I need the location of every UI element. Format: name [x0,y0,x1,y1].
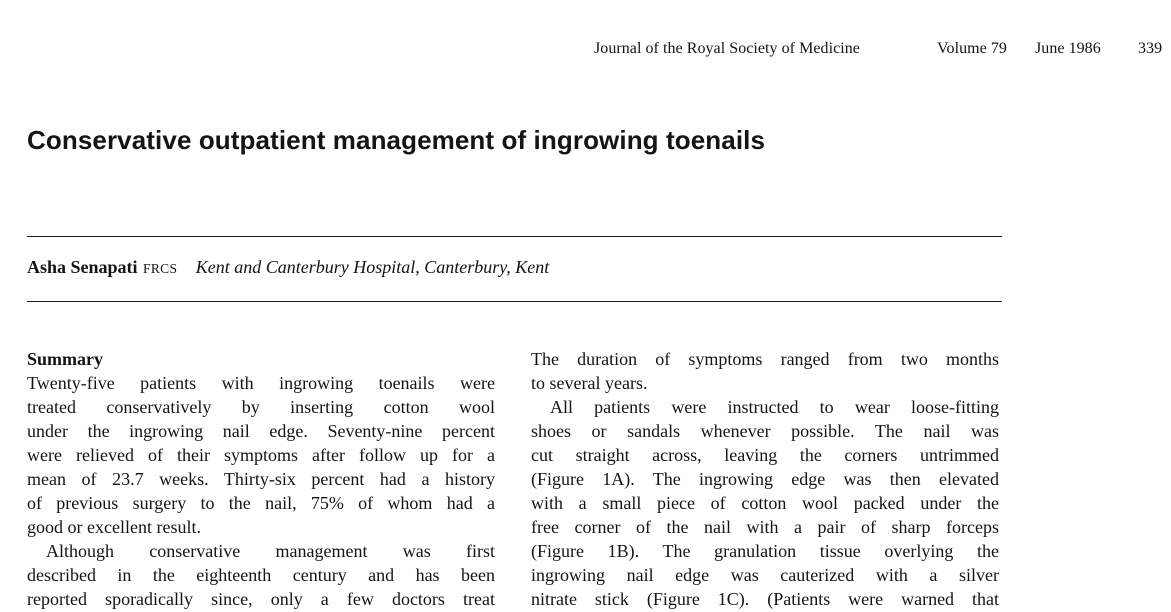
issue-date: June 1986 [1035,40,1101,57]
right-column [531,347,999,611]
body-line: shoes or sandals whenever possible. The nail was [531,421,999,441]
body-line: described in the eighteenth century and has been [27,565,495,585]
byline-top-rule [27,236,1002,237]
body-line: nitrate stick (Figure 1C). (Patients were warned that [531,589,999,609]
summary-line: of previous surgery to the nail, 75% of whom had a [27,493,495,513]
body-line: The duration of symptoms ranged from two months [531,349,999,369]
author-name: Asha Senapati [27,257,138,277]
article-title: Conservative outpatient management of ingrowing toenails [27,125,766,155]
body-line: Although conservative management was first [46,541,495,561]
left-column [27,347,495,611]
summary-line: Twenty-five patients with ingrowing toenails were [27,373,495,393]
body-line: (Figure 1A). The ingrowing edge was then elevated [531,469,999,489]
body-line: to several years. [531,373,648,393]
summary-line: good or excellent result. [27,517,201,537]
summary-line: mean of 23.7 weeks. Thirty-six percent had a history [27,469,495,489]
byline-bottom-rule [27,301,1002,302]
body-line: (Figure 1B). The granulation tissue overlying the [531,541,999,561]
journal-name: Journal of the Royal Society of Medicine [594,40,860,57]
body-line: All patients were instructed to wear loose-fitting [550,397,999,417]
summary-line: were relieved of their symptoms after follow up for a [27,445,495,465]
body-line: free corner of the nail with a pair of sharp forceps [531,517,999,537]
journal-volume: Volume 79 [937,40,1007,57]
running-head [594,40,1162,58]
body-line: cut straight across, leaving the corners untrimmed [531,445,999,465]
body-line: reported sporadically since, only a few doctors treat [27,589,495,609]
summary-line: treated conservatively by inserting cotton wool [27,397,495,417]
summary-heading: Summary [27,349,103,369]
summary-line: under the ingrowing nail edge. Seventy-nine percent [27,421,495,441]
byline [27,257,549,278]
body-line: ingrowing nail edge was cauterized with a silver [531,565,999,585]
page-number: 339 [1138,40,1163,57]
author-degree: FRCS [143,261,178,276]
author-affiliation: Kent and Canterbury Hospital, Canterbury, Kent [195,257,550,277]
body-line: with a small piece of cotton wool packed under the [531,493,999,513]
